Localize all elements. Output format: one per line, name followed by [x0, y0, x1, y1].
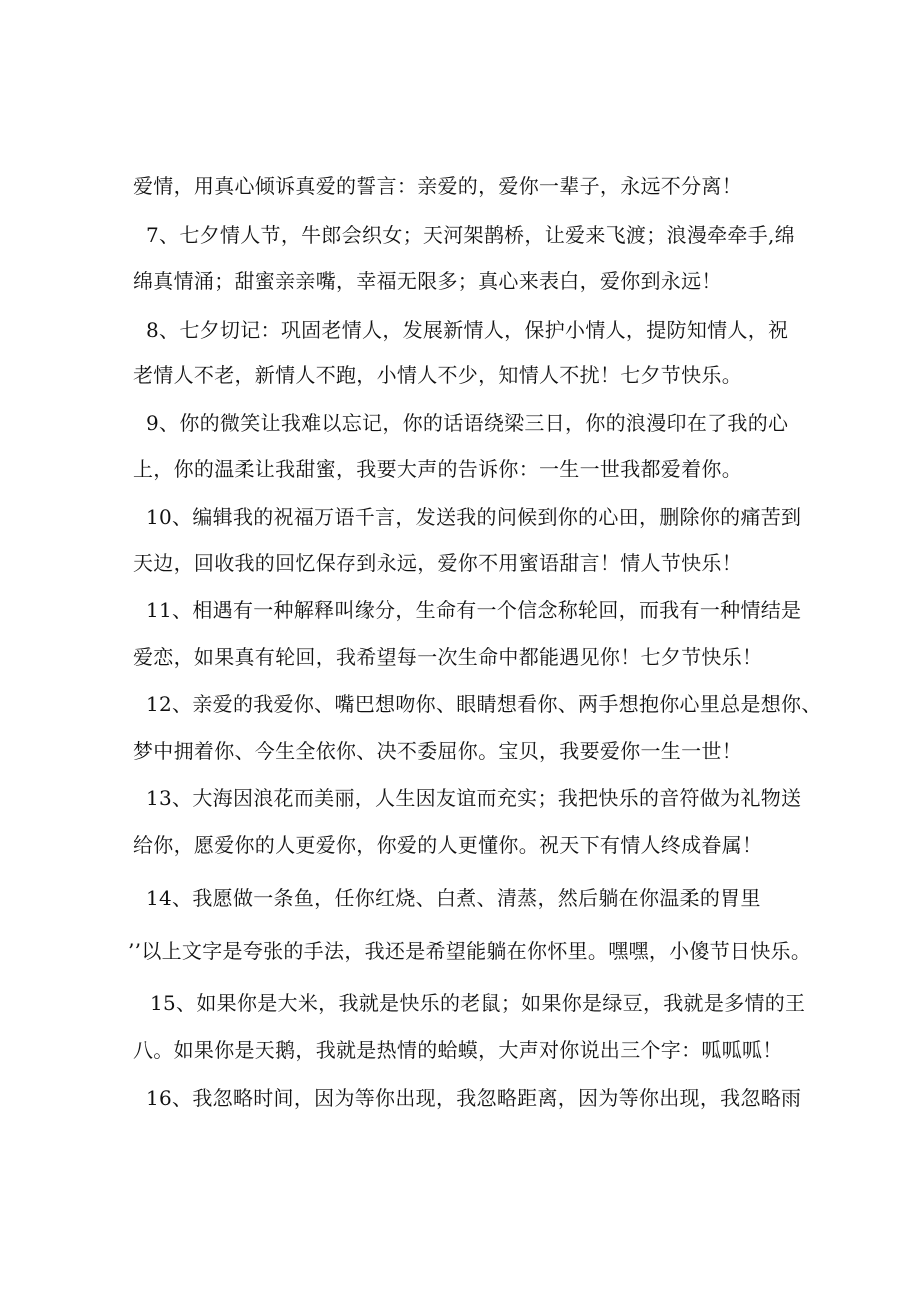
text-line: 10、编辑我的祝福万语千言，发送我的问候到你的心田，删除你的痛苦到	[146, 505, 802, 529]
text-line: 14、我愿做一条鱼，任你红烧、白煮、清蒸，然后躺在你温柔的胃里	[146, 886, 761, 910]
text-line: 梦中拥着你、今生全依你、决不委屈你。宝贝，我要爱你一生一世！	[133, 739, 742, 763]
text-line: 给你，愿爱你的人更爱你，你爱的人更懂你。祝天下有情人终成眷属！	[133, 833, 763, 857]
text-line: ’’以上文字是夸张的手法，我还是希望能躺在你怀里。嘿嘿，小傻节日快乐。	[128, 939, 812, 963]
text-line: 上，你的温柔让我甜蜜，我要大声的告诉你：一生一世我都爱着你。	[133, 457, 742, 481]
text-line: 7、七夕情人节，牛郎会织女；天河架鹊桥，让爱来飞渡；浪漫牵牵手,绵	[146, 223, 795, 247]
text-line: 绵真情涌；甜蜜亲亲嘴，幸福无限多；真心来表白，爱你到永远！	[133, 269, 722, 293]
text-line: 天边，回收我的回忆保存到永远，爱你不用蜜语甜言！情人节快乐！	[133, 551, 742, 575]
text-line: 13、大海因浪花而美丽，人生因友谊而充实；我把快乐的音符做为礼物送	[146, 786, 802, 810]
text-line: 15、如果你是大米，我就是快乐的老鼠；如果你是绿豆，我就是多情的王	[150, 991, 806, 1015]
text-line: 爱情，用真心倾诉真爱的誓言：亲爱的，爱你一辈子，永远不分离！	[133, 174, 742, 198]
text-line: 爱恋，如果真有轮回，我希望每一次生命中都能遇见你！七夕节快乐！	[133, 645, 763, 669]
text-line: 老情人不老，新情人不跑，小情人不少，知情人不扰！七夕节快乐。	[133, 363, 742, 387]
text-line: 9、你的微笑让我难以忘记，你的话语绕梁三日，你的浪漫印在了我的心	[146, 411, 789, 435]
text-line: 八。如果你是天鹅，我就是热情的蛤蟆，大声对你说出三个字：呱呱呱！	[133, 1038, 783, 1062]
text-line: 16、我忽略时间，因为等你出现，我忽略距离，因为等你出现，我忽略雨	[146, 1086, 802, 1110]
text-line: 12、亲爱的我爱你、嘴巴想吻你、眼睛想看你、两手想抱你心里总是想你、	[146, 692, 822, 716]
text-line: 11、相遇有一种解释叫缘分，生命有一个信念称轮回，而我有一种情结是	[146, 598, 802, 622]
text-line: 8、七夕切记：巩固老情人，发展新情人，保护小情人，提防知情人，祝	[146, 318, 789, 342]
